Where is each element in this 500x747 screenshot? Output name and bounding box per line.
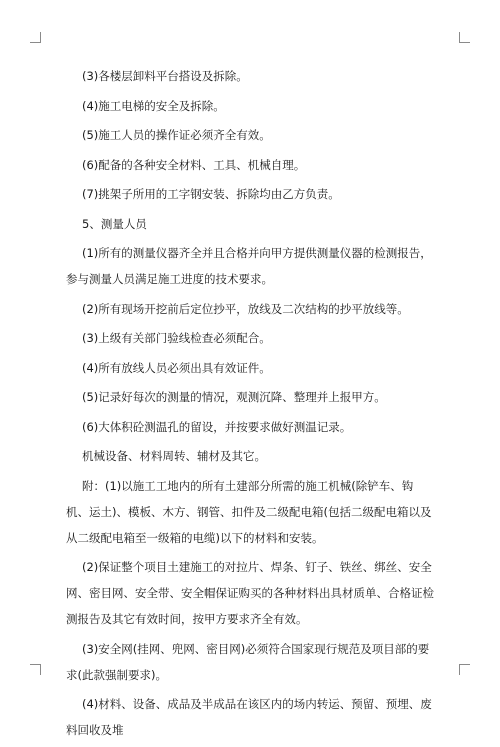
paragraph: (1)所有的测量仪器齐全并且合格并向甲方提供测量仪器的检测报告，参与测量人员满足施工进度的技术要求。 [66,246,432,286]
paragraph: (3)安全网(挂网、兜网、密目网)必须符合国家现行规范及项目部的要求(此款强制要求)。 [66,641,430,682]
section-heading: 5、测量人员 [82,216,147,231]
crop-mark-top-right [459,32,470,43]
crop-mark-bottom-left [30,664,41,675]
paragraph: (5)施工人员的操作证必须齐全有效。 [82,128,271,142]
paragraph: (3)各楼层卸料平台搭设及拆除。 [82,69,248,83]
paragraph: 附：(1)以施工工地内的所有土建部分所需的施工机械(除铲车、钩机、运土)、模板、木方、钢管、扣件及二级配电箱(包括二级配电箱以及从二级配电箱至一级箱的电缆)以下的材料和安装。 [66,478,432,545]
paragraph: (6)配备的各种安全材料、工具、机械自理。 [82,157,306,172]
section-heading: 机械设备、材料周转、辅材及其它。 [82,449,266,463]
paragraph: (5)记录好每次的测量的情况，观测沉降、整理并上报甲方。 [82,390,386,404]
paragraph: (3)上级有关部门验线检查必须配合。 [82,331,271,345]
paragraph: (7)挑架子所用的工字钢安装、拆除均由乙方负责。 [82,187,340,201]
paragraph: (4)所有放线人员必须出具有效证件。 [82,360,271,375]
paragraph: (4)材料、设备、成品及半成品在该区内的场内转运、预留、预埋、废料回收及堆 [66,697,432,737]
crop-mark-bottom-right [459,664,470,675]
paragraph: (6)大体积砼测温孔的留设，并按要求做好测温记录。 [82,419,352,434]
paragraph: (4)施工电梯的安全及拆除。 [82,98,225,113]
crop-mark-top-left [30,32,41,43]
paragraph: (2)所有现场开挖前后定位抄平，放线及二次结构的抄平放线等。 [82,301,409,316]
document-body [66,63,436,747]
paragraph: (2)保证整个项目土建施工的对拉片、焊条、钉子、铁丝、绑丝、安全网、密目网、安全带、安全帽保证购买的各种材料出具材质单、合格证检测报告及其它有效时间，按甲方要求齐全有效。 [66,560,434,626]
